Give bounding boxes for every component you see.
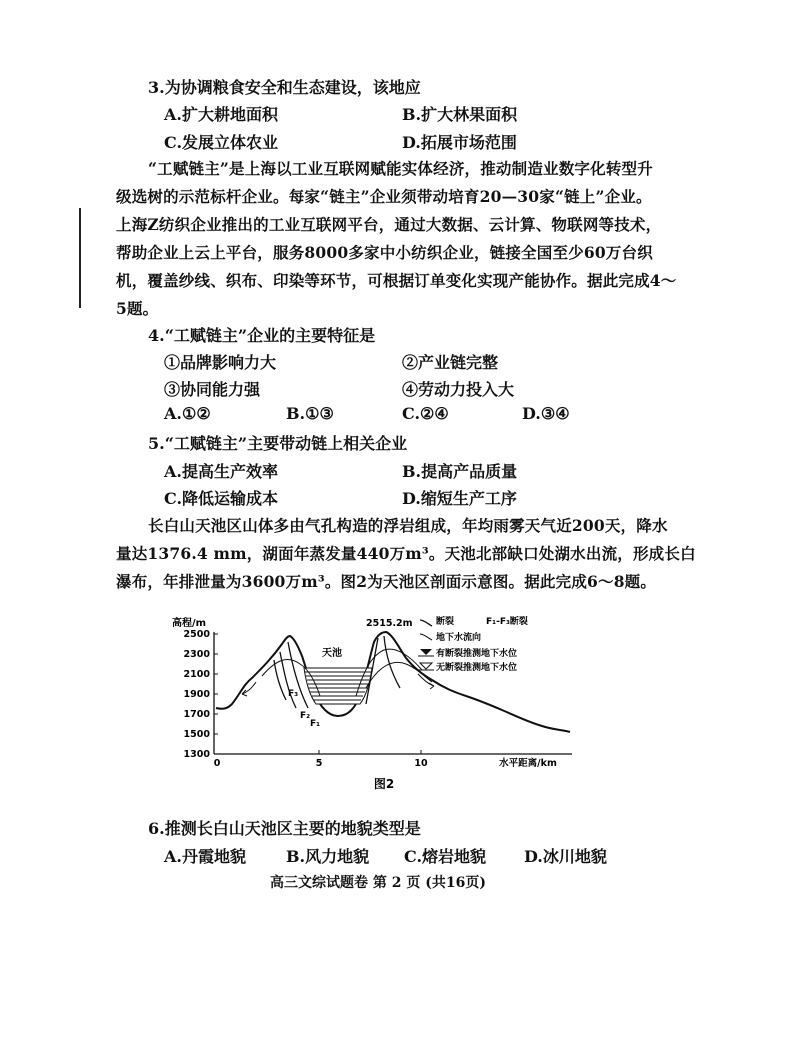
q6-option-d: D.冰川地貌 [524, 847, 607, 866]
q4-stem: 4.“工赋链主”企业的主要特征是 [148, 326, 376, 345]
figure-caption: 图2 [373, 777, 395, 791]
tianchi-lake [304, 668, 372, 704]
legend-arrow-text: 地下水流向 [436, 633, 482, 643]
legend-fault-symbol [420, 620, 432, 626]
q4-option-a: A.①② [164, 404, 211, 423]
figure-legend [418, 615, 528, 673]
tianchi-cross-section-figure [170, 612, 590, 792]
x-tick-label: 0 [213, 758, 221, 769]
passage2-line-3: 瀑布，年排泄量为3600万m³。图2为天池区剖面示意图。据此完成6～8题。 [116, 572, 657, 591]
legend-filled-triangle-text: 有断裂推测地下水位 [436, 649, 518, 659]
q5-option-c: C.降低运输成本 [164, 489, 279, 508]
y-axis-label: 高程/m [172, 618, 207, 629]
q3-option-b: B.扩大林果面积 [402, 105, 518, 124]
passage1-line-1: “工赋链主”是上海以工业互联网赋能实体经济，推动制造业数字化转型升 [148, 159, 653, 178]
passage2-line-2: 量达1376.4 mm，湖面年蒸发量440万m³。天池北部缺口处湖水出流，形成长白 [116, 544, 696, 563]
q6-option-c: C.熔岩地貌 [404, 847, 487, 866]
passage2-line-1: 长白山天池区山体多由气孔构造的浮岩组成，年均雨雾天气近200天，降水 [148, 516, 668, 535]
q3-option-c: C.发展立体农业 [164, 133, 279, 152]
x-axis-label: 水平距离/km [499, 758, 557, 769]
fault-label-f1: F₁ [310, 719, 321, 729]
q4-option-b: B.①③ [286, 404, 334, 423]
page-footer: 高三文综试题卷 第 2 页 (共16页) [270, 875, 486, 891]
lake-label: 天池 [322, 648, 342, 659]
legend-filled-triangle-icon [420, 649, 432, 655]
passage1-line-4: 帮助企业上云上平台，服务8000多家中小纺织企业，链接全国至少60万台织 [116, 243, 653, 262]
x-tick-label: 5 [315, 758, 323, 769]
legend-fault-text: 断裂 [436, 617, 455, 627]
groundwater-level-curve [366, 662, 432, 688]
legend-open-triangle-icon [420, 663, 432, 669]
q3-option-a: A.扩大耕地面积 [164, 105, 278, 124]
fault-label-f3: F₃ [288, 689, 299, 699]
fault-label-f2: F₂ [300, 711, 311, 721]
q5-option-d: D.缩短生产工序 [402, 489, 517, 508]
legend-open-triangle-text: 无断裂推测地下水位 [436, 663, 518, 673]
q4-option-d: D.③④ [522, 404, 570, 423]
y-tick-label: 1700 [183, 709, 210, 720]
passage1-line-5: 机，覆盖纱线、织布、印染等环节，可根据订单变化实现产能协作。据此完成4～ [116, 271, 677, 290]
legend-arrow-symbol [420, 634, 432, 640]
y-tick-label: 2100 [183, 669, 210, 680]
q4-item-1: ①品牌影响力大 [164, 353, 277, 372]
passage1-line-2: 级选树的示范标杆企业。每家“链主”企业须带动培育20—30家“链上”企业。 [116, 187, 652, 206]
margin-line [79, 208, 81, 308]
passage1-line-3: 上海Z纺织企业推出的工业互联网平台，通过大数据、云计算、物联网等技术， [116, 215, 662, 234]
y-tick-label: 2300 [183, 649, 210, 660]
flow-arrowhead [429, 683, 434, 689]
y-tick-label: 1900 [183, 689, 210, 700]
q5-option-a: A.提高生产效率 [164, 462, 278, 481]
q5-stem: 5.“工赋链主”主要带动链上相关企业 [148, 434, 408, 453]
q6-option-b: B.风力地貌 [286, 847, 370, 866]
passage1-line-6: 5题。 [116, 299, 159, 318]
terrain-profile-line [216, 632, 570, 732]
q6-stem: 6.推测长白山天池区主要的地貌类型是 [148, 819, 421, 838]
q4-item-3: ③协同能力强 [164, 380, 261, 399]
peak-label: 2515.2m [366, 618, 413, 629]
q6-option-a: A.丹霞地貌 [164, 847, 246, 866]
y-tick-label: 2500 [183, 629, 210, 640]
q4-item-2: ②产业链完整 [402, 353, 499, 372]
legend-range-text: F₁-F₃断裂 [486, 617, 528, 627]
q4-item-4: ④劳动力投入大 [402, 380, 515, 399]
y-tick-label: 1300 [183, 749, 210, 760]
q5-option-b: B.提高产品质量 [402, 462, 518, 481]
x-tick-label: 10 [414, 758, 428, 769]
y-tick-label: 1500 [183, 729, 210, 740]
fault-line-f3 [274, 660, 286, 700]
q3-stem: 3.为协调粮食安全和生态建设，该地应 [148, 78, 421, 97]
q3-option-d: D.拓展市场范围 [402, 133, 517, 152]
q4-option-c: C.②④ [402, 404, 449, 423]
